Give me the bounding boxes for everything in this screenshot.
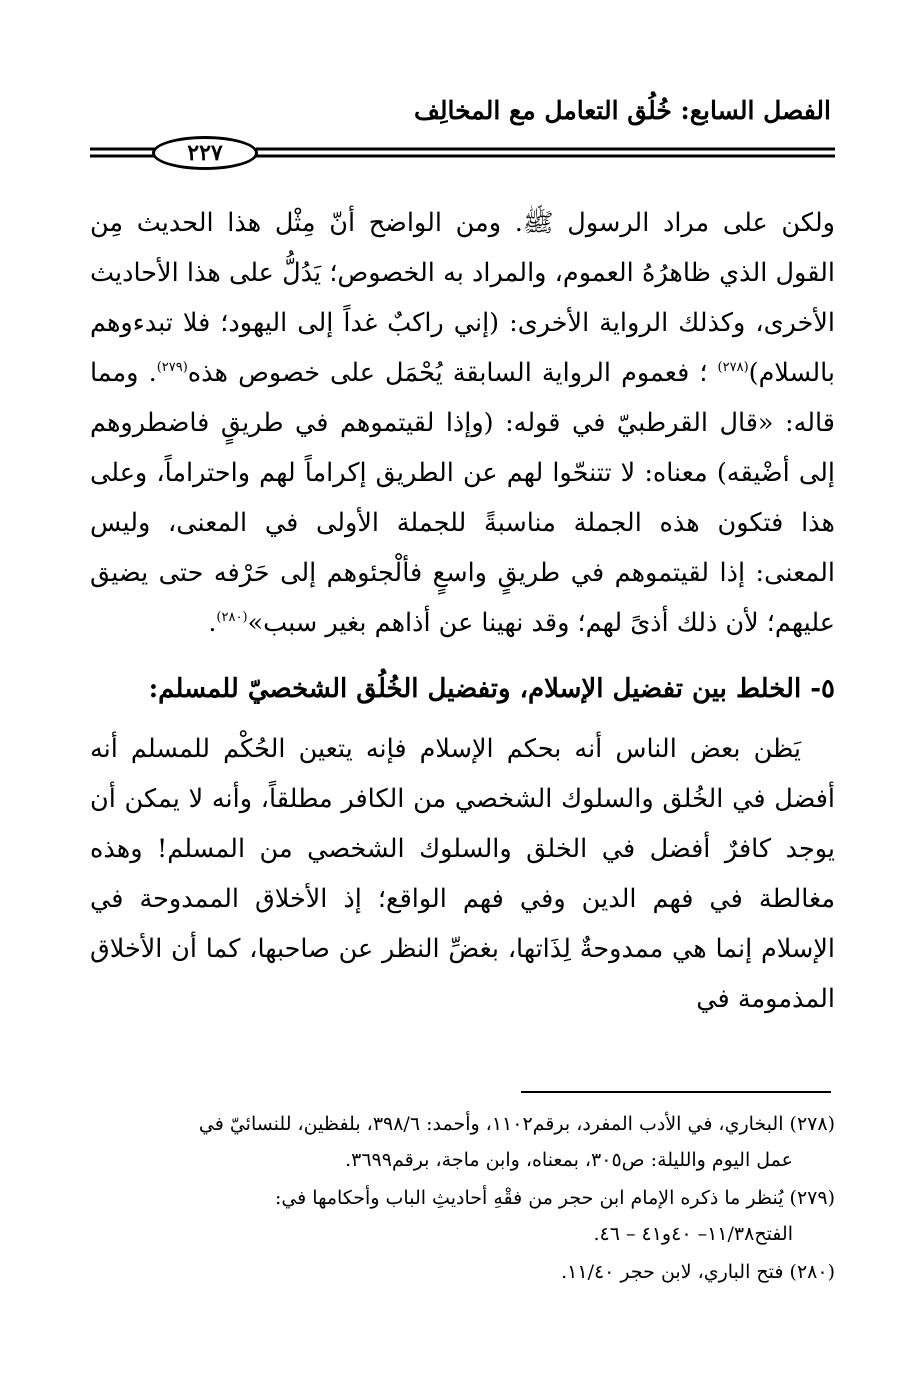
footnote-text: البخاري، في الأدب المفرد، برقم١١٠٢، وأحمد: ٣٩٨/٦، بلفظين، للنسائيّ في [198,1113,784,1135]
footnote-line [90,1106,835,1142]
footnotes [90,1106,835,1292]
footnote-ref-280: (٢٨٠) [216,610,248,625]
paragraph-1 [90,198,835,648]
paragraph-1-text: ولكن على مراد الرسول ﷺ. ومن الواضح أنّ مِثْل هذا الحديث مِن القول الذي ظاهرُهُ العموم، والمراد به الخصوص؛ يَدُلُّ على هذا الأحاديث الأخرى، وكذلك الرواية الأخرى: (إني راكبٌ غداً إلى اليهود؛ فلا تبدءوهم بالسلام) [90,208,835,388]
footnote-number: (٢٧٩) [789,1187,835,1209]
paragraph-1-text-c: . ومما قاله: «قال القرطبيّ في قوله: (وإذا لقيتموهم في طريقٍ فاضطروهم إلى أضْيقه) معناه: لا تتنحّوا لهم عن الطريق إكراماً لهم واحتراماً، وعلى هذا فتكون هذه الجملة مناسبةً للجملة الأولى في المعنى، وليس المعنى: إذا لقيتموهم في طريقٍ واسعٍ فألْجئوهم إلى حَرْفه حتى يضيق عليهم؛ لأن ذلك أذىً لهم؛ وقد نهينا عن أذاهم بغير سبب» [90,358,835,638]
footnote-text: فتح الباري، لابن حجر ١١/٤٠. [561,1261,784,1283]
footnote-text-continued: عمل اليوم والليلة: ص٣٠٥، بمعناه، وابن ماجة، برقم٣٦٩٩. [345,1149,793,1171]
footnote-line [90,1180,835,1216]
page-number-text: ٢٢٧ [187,140,223,166]
page-number [152,136,258,170]
footnote-number: (٢٨٠) [789,1261,835,1283]
paragraph-1-text-b: ؛ فعموم الرواية السابقة يُحْمَل على خصوص هذه [187,358,718,388]
footnote-279 [90,1180,835,1252]
footnote-ref-278: (٢٧٨) [717,360,749,375]
footnote-text: يُنظر ما ذكره الإمام ابن حجر من فقْهِ أحاديثِ الباب وأحكامها في: [274,1187,784,1209]
footnote-text-continued: الفتح١١/٣٨– ٤٠و٤١ – ٤٦. [593,1223,793,1245]
footnote-line [90,1254,835,1290]
chapter-title: الفصل السابع: خُلُق التعامل مع المخالِف [414,96,831,125]
footnote-280 [90,1254,835,1290]
section-heading: ٥- الخلط بين تفضيل الإسلام، وتفضيل الخُلُق الشخصيّ للمسلم: [148,674,835,704]
footnote-ref-279: (٢٧٩) [156,360,188,375]
paragraph-1-end: . [208,608,217,638]
paragraph-2: يَظن بعض الناس أنه بحكم الإسلام فإنه يتعين الحُكْم للمسلم أنه أفضل في الخُلق والسلوك الشخصي من الكافر مطلقاً، وأنه لا يمكن أن يوجد كافرٌ أفضل في الخلق والسلوك الشخصي من المسلم! وهذه مغالطة في فهم الدين وفي فهم الواقع؛ إذ الأخلاق الممدوحة في الإسلام إنما هي ممدوحةٌ لِذَاتها، بغضِّ النظر عن صاحبها، كما أن الأخلاق المذمومة في [90,734,835,1014]
footnote-278 [90,1106,835,1178]
main-text [90,198,835,1024]
footnote-divider [521,1091,831,1093]
footnote-number: (٢٧٨) [789,1113,835,1135]
